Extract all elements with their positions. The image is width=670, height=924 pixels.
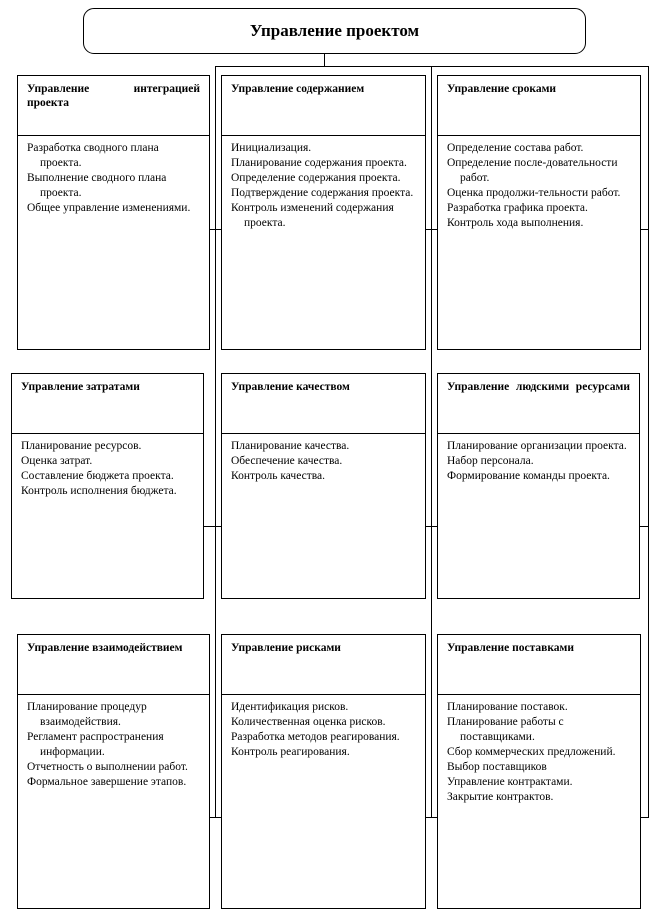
list-item: Планирование качества. xyxy=(231,440,350,452)
list-item: Регламент распространения информации. xyxy=(27,731,164,758)
list-item: Планирование ресурсов. xyxy=(21,440,142,452)
list-item: Планирование организации проекта. xyxy=(447,440,627,452)
list-item: Общее управление изменениями. xyxy=(27,202,191,214)
list-item: Планирование поставок. xyxy=(447,701,568,713)
list-item: Формальное завершение этапов. xyxy=(27,776,187,788)
list-item: Контроль хода выполнения. xyxy=(447,217,584,229)
list-item: Выполнение сводного плана проекта. xyxy=(27,172,167,199)
box-title: Управление содержанием xyxy=(222,76,425,136)
list-item: Оценка продолжи-тельности работ. xyxy=(447,187,621,199)
box-items xyxy=(18,136,209,216)
list-item: Выбор поставщиков xyxy=(447,761,547,773)
list-item: Разработка методов реагирования. xyxy=(231,731,400,743)
list-item: Обеспечение качества. xyxy=(231,455,343,467)
box-items xyxy=(438,695,640,805)
list-item: Разработка графика проекта. xyxy=(447,202,588,214)
list-item: Идентификация рисков. xyxy=(231,701,349,713)
list-item: Планирование процедур взаимодействия. xyxy=(27,701,147,728)
list-item: Составление бюджета проекта. xyxy=(21,470,174,482)
list-item: Определение содержания проекта. xyxy=(231,172,401,184)
list-item: Контроль реагирования. xyxy=(231,746,350,758)
list-item: Планирование содержания проекта. xyxy=(231,157,407,169)
box-title: Управление интеграцией проекта xyxy=(18,76,209,136)
list-item: Управление контрактами. xyxy=(447,776,573,788)
box-items xyxy=(438,136,640,231)
box-cost-management xyxy=(11,373,204,599)
list-item: Контроль изменений содержания проекта. xyxy=(231,202,394,229)
list-item: Разработка сводного плана проекта. xyxy=(27,142,159,169)
box-title: Управление затратами xyxy=(12,374,203,434)
list-item: Подтверждение содержания проекта. xyxy=(231,187,414,199)
list-item: Инициализация. xyxy=(231,142,312,154)
list-item: Контроль исполнения бюджета. xyxy=(21,485,177,497)
box-title: Управление рисками xyxy=(222,635,425,695)
box-title: Управление качеством xyxy=(222,374,425,434)
box-title: Управление сроками xyxy=(438,76,640,136)
box-integration-management xyxy=(17,75,210,350)
box-title: Управление людскими ресурсами xyxy=(438,374,639,434)
box-title: Управление поставками xyxy=(438,635,640,695)
box-items xyxy=(222,434,425,484)
box-human-resources-management xyxy=(437,373,640,599)
list-item: Закрытие контрактов. xyxy=(447,791,554,803)
box-items xyxy=(12,434,203,499)
box-risk-management xyxy=(221,634,426,909)
box-scope-management xyxy=(221,75,426,350)
box-quality-management xyxy=(221,373,426,599)
box-items xyxy=(222,695,425,760)
box-items xyxy=(438,434,639,484)
list-item: Сбор коммерческих предложений. xyxy=(447,746,616,758)
list-item: Определение состава работ. xyxy=(447,142,584,154)
box-items xyxy=(222,136,425,231)
list-item: Набор персонала. xyxy=(447,455,534,467)
list-item: Контроль качества. xyxy=(231,470,325,482)
list-item: Оценка затрат. xyxy=(21,455,93,467)
box-title: Управление взаимодействием xyxy=(18,635,209,695)
box-procurement-management xyxy=(437,634,641,909)
list-item: Определение после-довательности работ. xyxy=(447,157,618,184)
root-node-title: Управление проектом xyxy=(83,8,586,54)
list-item: Отчетность о выполнении работ. xyxy=(27,761,188,773)
box-time-management xyxy=(437,75,641,350)
list-item: Формирование команды проекта. xyxy=(447,470,610,482)
list-item: Количественная оценка рисков. xyxy=(231,716,386,728)
box-communications-management xyxy=(17,634,210,909)
box-items xyxy=(18,695,209,790)
list-item: Планирование работы с поставщиками. xyxy=(447,716,564,743)
